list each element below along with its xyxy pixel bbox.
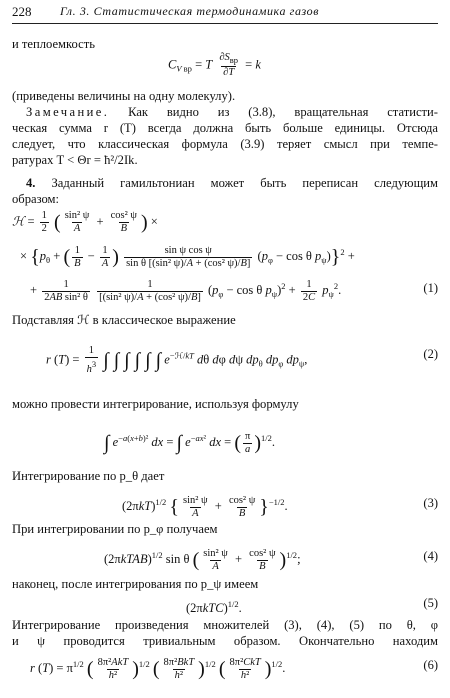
equation-hamiltonian-line2: × {$p_\theta$ + ( $\frac{1}{B}$ − $\frac{1}{A}$ ) $\frac{\text{sin ψ cos ψ}}{\text{sin θ [(sin² ψ)/A + (cos² ψ)/B]}}$ ($p_\varphi - \cos \theta$ $p_\psi)\}^2$ + [20, 244, 355, 269]
equation-p-phi: (2πkTAB)$^{1/2}$ sin θ ( $\frac{\text{sin² ψ}}{A}$ + $\frac{\text{cos² ψ}}{B}$ )$^{1/2}$; [104, 547, 301, 572]
remark-text: Как видно из (3.8), вращательная статисти- [109, 105, 438, 119]
equation-number: (3) [423, 496, 438, 510]
text-line: можно провести интегрирование, используя формулу [12, 397, 299, 411]
page-number: 228 [12, 4, 32, 19]
text-line: (приведены величины на одну молекулу). [12, 89, 236, 103]
equation-number: (6) [423, 658, 438, 672]
text-line: и ψ проводится тривиальным образом. Окончательно находим [12, 634, 438, 648]
equation-hamiltonian-line1: ℋ = $\frac{1}{2}$ ( $\frac{\text{sin² ψ}}{A}$ + $\frac{\text{cos² ψ}}{B}$ ) × [12, 210, 158, 234]
text-line [12, 175, 438, 191]
text-line: ческая сумма r (T) всегда должна быть больше единицы. Отсюда [12, 121, 438, 135]
text-line: Подставляя ℋ в классическое выражение [12, 313, 236, 327]
equation-p-psi: $(2\pi kTC)^{1/2}$. [186, 599, 242, 615]
remark-label: Замечание. [26, 105, 110, 119]
text-line: При интегрировании по p_φ получаем [12, 522, 218, 536]
equation-number: (1) [423, 281, 438, 295]
text-line [12, 104, 438, 120]
text-line: образом: [12, 192, 60, 206]
equation-heat-capacity: $C_V$ $_{вр}$ = T $\frac{\partial S_{вр}}{\partial T}$ = k [168, 52, 261, 78]
running-header [12, 4, 438, 24]
equation-number: (4) [423, 549, 438, 563]
item-text: Заданный гамильтониан может быть переписан следующим [35, 176, 438, 190]
equation-partition-integral: r (T) = $\frac{1}{h^3}$ ∫ ∫ ∫ ∫ ∫ ∫ $e^{-ℋ/kT}$ dθ dφ dψ $dp_\theta$ $dp_\varphi$ $dp_\psi$, [46, 345, 308, 375]
text-line: следует, что классическая формула (3.9) теряет смысл при темпе- [12, 137, 438, 151]
text-line: Интегрирование произведения множителей (3), (4), (5) по θ, φ [12, 618, 438, 632]
equation-final-result: r $(T) = \pi^{1/2}$ ( $\frac{\text{8π²AkT}}{\text{h²}}$ )$^{1/2}$ ( $\frac{\text{8π²BkT}}{\text{h²}}$ )$^{1/2}$ ( $\frac{\text{8π²CkT}}{\text{h²}}$ )$^{1/2}$. [30, 656, 286, 681]
equation-p-theta: $(2\pi kT)^{1/2}$ { $\frac{\text{sin² ψ}}{A}$ + $\frac{\text{cos² ψ}}{B}$ }$^{-1/2}$. [122, 494, 288, 519]
text-line: Интегрирование по p_θ дает [12, 469, 165, 483]
equation-gaussian-integral: ∫ $e^{-a(x+b)^2}$ dx = ∫ $e^{-ax^2}$ dx = ( $\frac{\pi}{a}$ )$^{1/2}$. [104, 430, 275, 455]
equation-hamiltonian-line3: + $\frac{1}{\text{2AB sin² θ}}$ $\frac{1}{\text{[(sin² ψ)/A + (cos² ψ)/B]}}$ ($p_\varphi - \cos \theta$ $p_\psi)^2$ + $\frac{1}{2C}$ $p_\psi^2$. [30, 278, 342, 303]
text-line: ратурах T < Θr = ħ²/2Ik. [12, 153, 138, 167]
running-title: Гл. 3. Статистическая термодинамика газов [60, 4, 320, 18]
text-line: наконец, после интегрирования по p_ψ имеем [12, 577, 259, 591]
equation-number: (2) [423, 347, 438, 361]
equation-number: (5) [423, 596, 438, 610]
header-rule [12, 23, 438, 24]
item-number: 4. [26, 176, 36, 190]
text-line: и теплоемкость [12, 37, 95, 51]
